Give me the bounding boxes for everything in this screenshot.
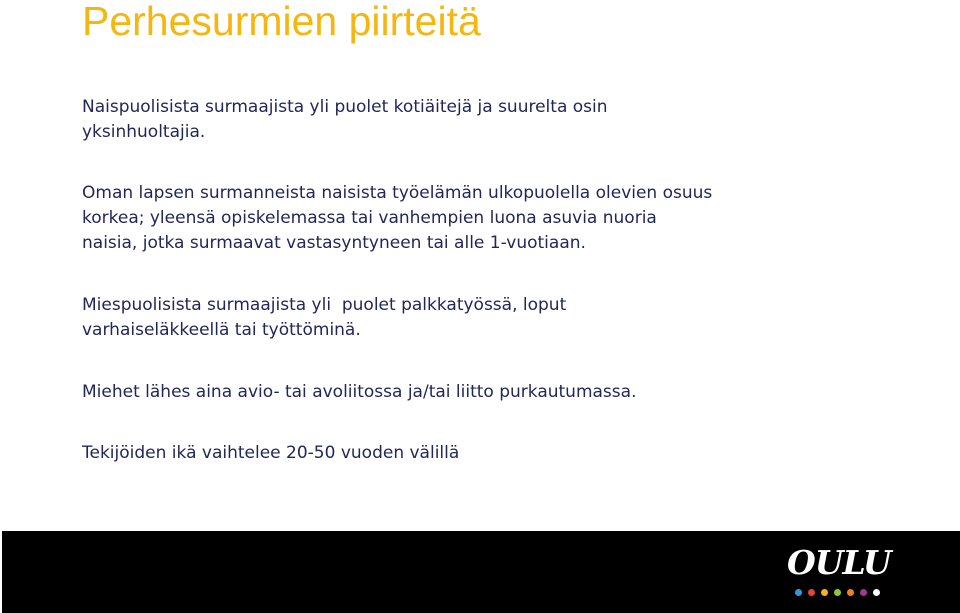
logo-dot-icon bbox=[873, 589, 880, 596]
logo-dot-row bbox=[795, 589, 880, 596]
logo-dot-icon bbox=[821, 589, 828, 596]
paragraph-women-employment: Oman lapsen surmanneista naisista työelämän ulkopuolella olevien osuus korkea; yleensä opiskelemassa tai vanhempien luona asuvia nuoria naisia, jotka surmaavat vastasyntyneen tai alle 1-vuotiaan. bbox=[82, 183, 713, 253]
logo-dot-icon bbox=[795, 589, 802, 596]
logo-dot-icon bbox=[834, 589, 841, 596]
logo-wordmark: OULU bbox=[787, 543, 891, 582]
paragraph-men-perpetrators: Miespuolisista surmaajista yli puolet palkkatyössä, loput varhaiseläkkeellä tai työttöminä. bbox=[82, 295, 567, 340]
paragraph-perpetrator-age: Tekijöiden ikä vaihtelee 20-50 vuoden välillä bbox=[82, 443, 460, 463]
paragraph-women-perpetrators: Naispuolisista surmaajista yli puolet kotiäitejä ja suurelta osin yksinhuoltajia. bbox=[82, 97, 608, 142]
oulu-logo bbox=[787, 544, 897, 602]
logo-dot-icon bbox=[860, 589, 867, 596]
slide-title: Perhesurmien piirteitä bbox=[82, 0, 481, 44]
paragraph-men-relationship: Miehet lähes aina avio- tai avoliitossa ja/tai liitto purkautumassa. bbox=[82, 382, 637, 402]
logo-dot-icon bbox=[808, 589, 815, 596]
logo-dot-icon bbox=[847, 589, 854, 596]
